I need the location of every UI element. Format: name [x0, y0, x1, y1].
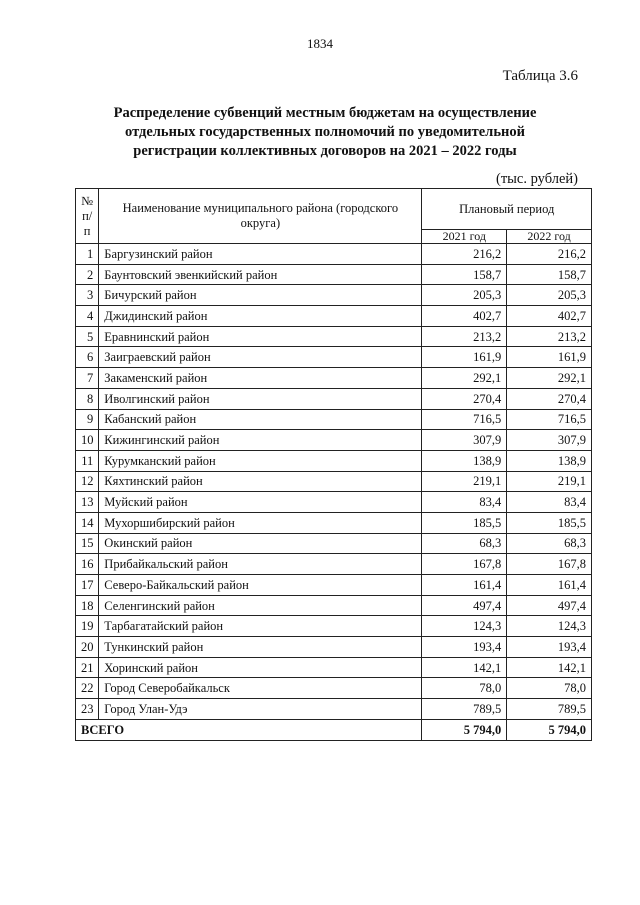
table-row [76, 264, 592, 285]
row-number: 4 [76, 306, 99, 327]
total-value-2021: 5 794,0 [422, 719, 507, 740]
row-value-2022: 213,2 [507, 326, 592, 347]
row-value-2021: 161,9 [422, 347, 507, 368]
units-note: (тыс. рублей) [496, 171, 578, 187]
row-value-2022: 138,9 [507, 450, 592, 471]
table-row [76, 285, 592, 306]
row-value-2021: 142,1 [422, 657, 507, 678]
row-district-name: Хоринский район [99, 657, 422, 678]
row-number: 21 [76, 657, 99, 678]
table-row [76, 492, 592, 513]
table-row [76, 512, 592, 533]
table-row [76, 595, 592, 616]
row-value-2021: 497,4 [422, 595, 507, 616]
row-district-name: Тункинский район [99, 637, 422, 658]
header-number: № п/п [76, 189, 99, 244]
row-district-name: Баунтовский эвенкийский район [99, 264, 422, 285]
row-value-2022: 124,3 [507, 616, 592, 637]
row-number: 5 [76, 326, 99, 347]
row-district-name: Тарбагатайский район [99, 616, 422, 637]
row-value-2021: 716,5 [422, 409, 507, 430]
row-value-2021: 185,5 [422, 512, 507, 533]
row-number: 6 [76, 347, 99, 368]
table-row [76, 244, 592, 265]
row-district-name: Кабанский район [99, 409, 422, 430]
table-row [76, 575, 592, 596]
row-district-name: Город Улан-Удэ [99, 699, 422, 720]
row-value-2021: 205,3 [422, 285, 507, 306]
row-district-name: Баргузинский район [99, 244, 422, 265]
row-number: 20 [76, 637, 99, 658]
row-value-2022: 205,3 [507, 285, 592, 306]
row-district-name: Еравнинский район [99, 326, 422, 347]
table-row [76, 306, 592, 327]
table-row [76, 409, 592, 430]
row-number: 13 [76, 492, 99, 513]
row-value-2022: 142,1 [507, 657, 592, 678]
row-value-2021: 307,9 [422, 430, 507, 451]
row-number: 8 [76, 388, 99, 409]
row-number: 7 [76, 368, 99, 389]
table-row [76, 471, 592, 492]
table-label: Таблица 3.6 [502, 68, 578, 84]
row-number: 1 [76, 244, 99, 265]
table-row [76, 430, 592, 451]
row-number: 12 [76, 471, 99, 492]
row-value-2021: 270,4 [422, 388, 507, 409]
row-number: 18 [76, 595, 99, 616]
row-value-2021: 219,1 [422, 471, 507, 492]
row-district-name: Бичурский район [99, 285, 422, 306]
row-value-2021: 167,8 [422, 554, 507, 575]
row-value-2022: 307,9 [507, 430, 592, 451]
header-year-2022: 2022 год [507, 230, 592, 244]
row-district-name: Кижингинский район [99, 430, 422, 451]
total-row [76, 719, 592, 740]
row-value-2021: 83,4 [422, 492, 507, 513]
row-number: 23 [76, 699, 99, 720]
table-row [76, 368, 592, 389]
row-value-2021: 158,7 [422, 264, 507, 285]
row-value-2021: 193,4 [422, 637, 507, 658]
table-row [76, 678, 592, 699]
table-row [76, 450, 592, 471]
row-district-name: Прибайкальский район [99, 554, 422, 575]
row-value-2022: 219,1 [507, 471, 592, 492]
table-row [76, 699, 592, 720]
header-district-name: Наименование муниципального района (городского округа) [99, 189, 422, 244]
row-value-2022: 292,1 [507, 368, 592, 389]
row-value-2021: 789,5 [422, 699, 507, 720]
header-planned-period: Плановый период [422, 189, 592, 230]
row-value-2022: 167,8 [507, 554, 592, 575]
row-district-name: Курумканский район [99, 450, 422, 471]
table-row [76, 554, 592, 575]
row-value-2021: 78,0 [422, 678, 507, 699]
row-number: 17 [76, 575, 99, 596]
row-number: 3 [76, 285, 99, 306]
row-district-name: Окинский район [99, 533, 422, 554]
row-value-2022: 402,7 [507, 306, 592, 327]
total-value-2022: 5 794,0 [507, 719, 592, 740]
row-number: 22 [76, 678, 99, 699]
row-number: 14 [76, 512, 99, 533]
row-value-2022: 193,4 [507, 637, 592, 658]
row-district-name: Северо-Байкальский район [99, 575, 422, 596]
row-value-2021: 68,3 [422, 533, 507, 554]
row-value-2021: 124,3 [422, 616, 507, 637]
row-value-2022: 270,4 [507, 388, 592, 409]
row-value-2022: 83,4 [507, 492, 592, 513]
row-number: 16 [76, 554, 99, 575]
table-row [76, 657, 592, 678]
row-value-2022: 216,2 [507, 244, 592, 265]
row-district-name: Закаменский район [99, 368, 422, 389]
row-number: 11 [76, 450, 99, 471]
header-year-2021: 2021 год [422, 230, 507, 244]
row-value-2022: 68,3 [507, 533, 592, 554]
table-row [76, 533, 592, 554]
row-value-2021: 161,4 [422, 575, 507, 596]
page-number: 1834 [307, 36, 333, 51]
row-value-2021: 213,2 [422, 326, 507, 347]
row-district-name: Город Северобайкальск [99, 678, 422, 699]
row-value-2021: 216,2 [422, 244, 507, 265]
row-number: 10 [76, 430, 99, 451]
row-value-2022: 497,4 [507, 595, 592, 616]
row-value-2022: 161,4 [507, 575, 592, 596]
row-number: 2 [76, 264, 99, 285]
table-body [76, 244, 592, 741]
row-value-2021: 292,1 [422, 368, 507, 389]
row-district-name: Джидинский район [99, 306, 422, 327]
row-district-name: Кяхтинский район [99, 471, 422, 492]
table-row [76, 388, 592, 409]
row-number: 19 [76, 616, 99, 637]
row-value-2021: 138,9 [422, 450, 507, 471]
row-value-2022: 716,5 [507, 409, 592, 430]
row-value-2021: 402,7 [422, 306, 507, 327]
row-district-name: Иволгинский район [99, 388, 422, 409]
row-value-2022: 789,5 [507, 699, 592, 720]
document-title: Распределение субвенций местным бюджетам на осуществление отдельных государственных полномочий по уведомительной регистрации коллективных договоров на 2021 – 2022 годы [113, 105, 537, 159]
row-number: 9 [76, 409, 99, 430]
row-value-2022: 161,9 [507, 347, 592, 368]
table-row [76, 616, 592, 637]
row-value-2022: 185,5 [507, 512, 592, 533]
row-value-2022: 158,7 [507, 264, 592, 285]
row-value-2022: 78,0 [507, 678, 592, 699]
row-district-name: Селенгинский район [99, 595, 422, 616]
subvention-table [75, 188, 592, 741]
table-row [76, 326, 592, 347]
table-row [76, 637, 592, 658]
row-district-name: Мухоршибирский район [99, 512, 422, 533]
row-number: 15 [76, 533, 99, 554]
total-label: ВСЕГО [76, 719, 422, 740]
row-district-name: Муйский район [99, 492, 422, 513]
row-district-name: Заиграевский район [99, 347, 422, 368]
table-row [76, 347, 592, 368]
